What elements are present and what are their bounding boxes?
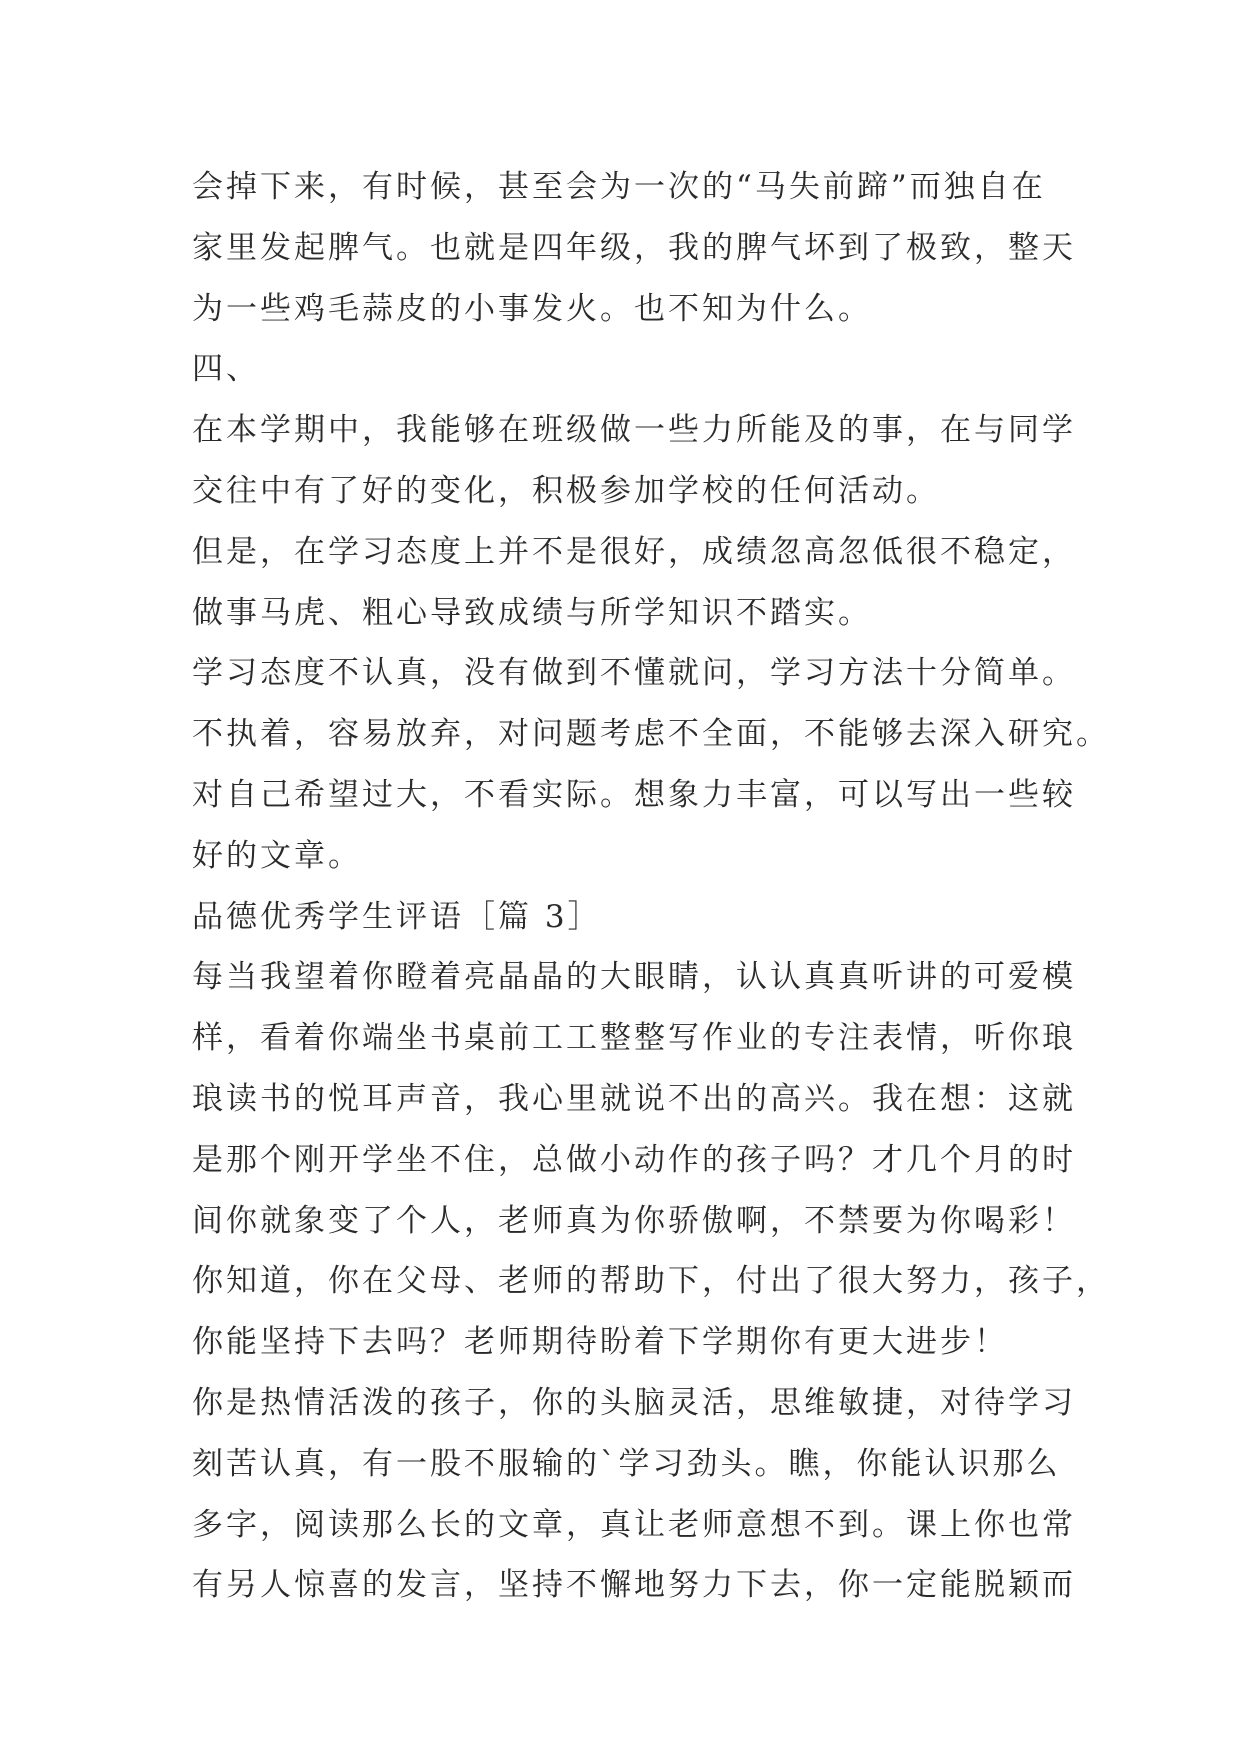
text-line: 间你就象变了个人，老师真为你骄傲啊，不禁要为你喝彩！ [192, 1202, 1076, 1239]
text-line: 为一些鸡毛蒜皮的小事发火。也不知为什么。 [192, 290, 872, 327]
text-line: 做事马虎、粗心导致成绩与所学知识不踏实。 [192, 594, 872, 631]
text-line: 会掉下来，有时候，甚至会为一次的“马失前蹄”而独自在 [192, 169, 1046, 205]
text-line: 不执着，容易放弃，对问题考虑不全面，不能够去深入研究。 [192, 716, 1110, 753]
text-line: 对自己希望过大，不看实际。想象力丰富，可以写出一些较 [192, 776, 1076, 813]
document-body [192, 157, 1110, 1616]
text-line: 你知道，你在父母、老师的帮助下，付出了很大努力，孩子， [192, 1263, 1110, 1300]
text-line: 每当我望着你瞪着亮晶晶的大眼睛，认认真真听讲的可爱模 [192, 959, 1076, 996]
text-line: 好的文章。 [192, 837, 362, 874]
text-line: 刻苦认真，有一股不服输的`学习劲头。瞧，你能认识那么 [192, 1445, 1061, 1482]
text-line: 样，看着你端坐书桌前工工整整写作业的专注表情，听你琅 [192, 1020, 1076, 1057]
text-line: 有另人惊喜的发言，坚持不懈地努力下去，你一定能脱颖而 [192, 1567, 1076, 1604]
text-line: 在本学期中，我能够在班级做一些力所能及的事，在与同学 [192, 412, 1076, 449]
text-line: 琅读书的悦耳声音，我心里就说不出的高兴。我在想：这就 [192, 1080, 1076, 1117]
section-number: 四、 [192, 351, 260, 388]
text-line: 多字，阅读那么长的文章，真让老师意想不到。课上你也常 [192, 1506, 1076, 1543]
text-line: 但是，在学习态度上并不是很好，成绩忽高忽低很不稳定， [192, 533, 1076, 570]
text-line: 是那个刚开学坐不住，总做小动作的孩子吗？才几个月的时 [192, 1141, 1076, 1178]
text-line: 学习态度不认真，没有做到不懂就问，学习方法十分简单。 [192, 655, 1076, 692]
text-line: 你能坚持下去吗？老师期待盼着下学期你有更大进步！ [192, 1324, 1008, 1361]
text-line: 家里发起脾气。也就是四年级，我的脾气坏到了极致，整天 [192, 229, 1076, 266]
text-line: 你是热情活泼的孩子，你的头脑灵活，思维敏捷，对待学习 [192, 1384, 1076, 1421]
section-heading: 品德优秀学生评语［篇 3］ [192, 898, 602, 935]
text-line: 交往中有了好的变化，积极参加学校的任何活动。 [192, 472, 940, 509]
